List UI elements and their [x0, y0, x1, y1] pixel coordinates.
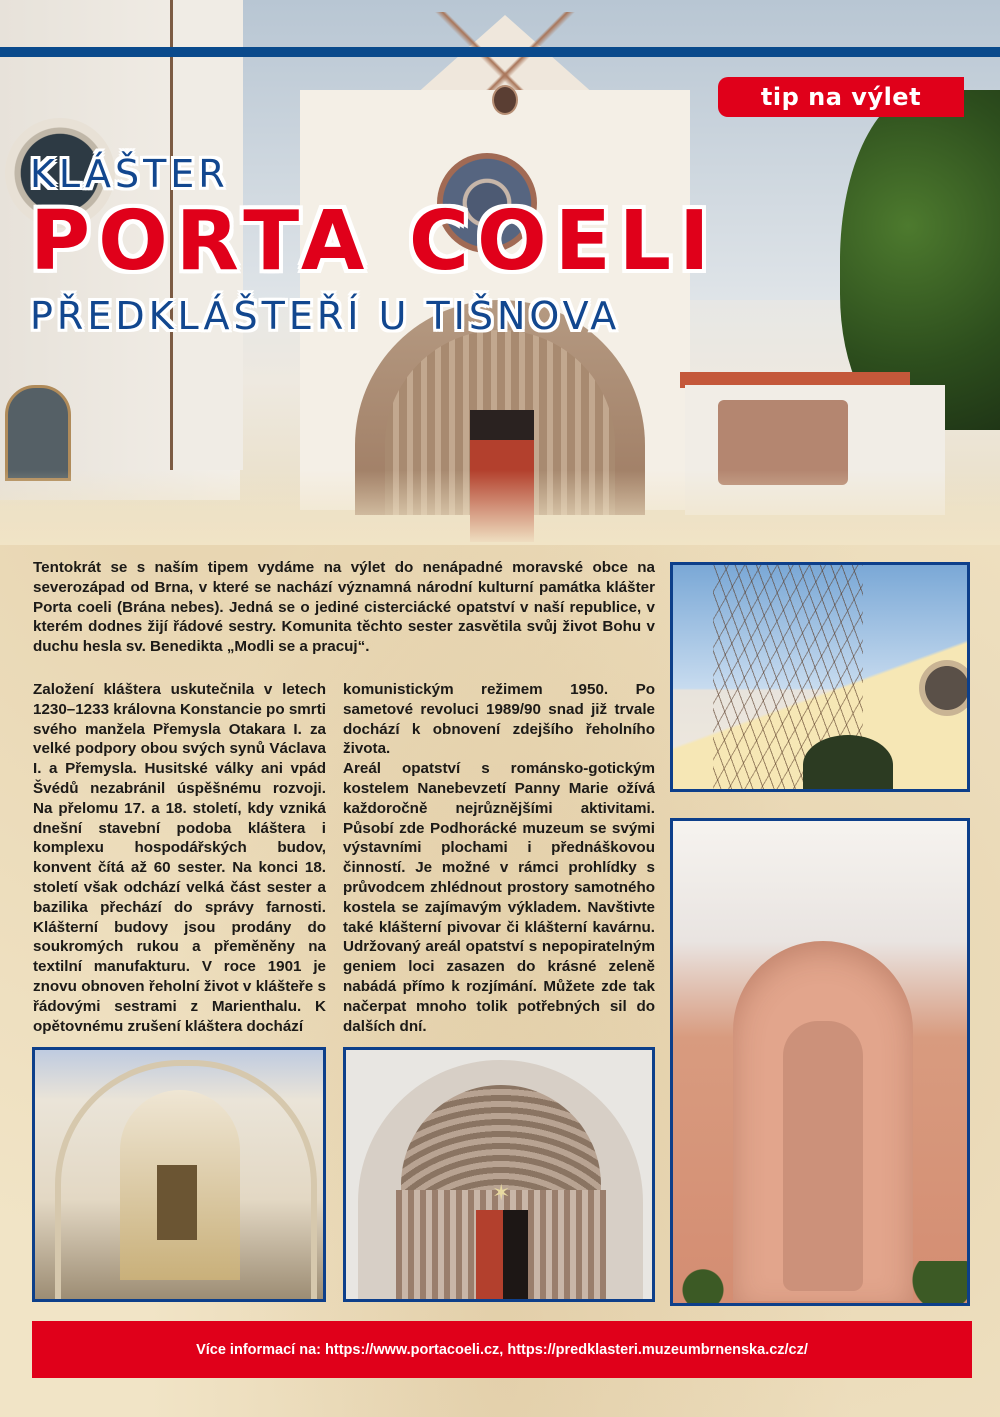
article-column-1 [33, 680, 326, 1036]
altar-painting [157, 1165, 197, 1240]
hero-oculus [492, 85, 518, 115]
portal-doorway [503, 1210, 528, 1302]
intro-text: Tentokrát se s naším tipem vydáme na výlet do nenápadné moravské obce na severozápad od Brna, v které se nachází významná národní kulturní památka klášter Porta coeli (Brána nebes). Jedná se o jediné cisterciácké opatství v naší republice, v kterém dodnes žijí řádové sestry. Komunita těchto sester zasvětila svůj život Bohu v duchu hesla sv. Benedikta „Modli se a pracuj“. [33, 559, 655, 656]
column1-text: Založení kláštera uskutečnila v letech 1230–1233 královna Konstancie po smrti svého manžela Přemysla Otakara I. za velké podpory obou svých synů Václava I. a Přemysla. Husitské války ani vpád Švédů nezabránil úspěšnému rozvoji. Na přelomu 17. a 18. století, kdy vzniká dnešní stavební podoba kláštera i komplexu hospodářských budov, konvent čítá až 60 sester. Na konci 18. století však odchází velká část sester a bazilika přechází do správy farnosti. Klášterní budovy jsou prodány do soukromých rukou a přeměněny na textilní manufakturu. V roce 1901 je znovu obnoven řeholní život v klášteře s řádovými sestrami z Marienthalu. K opětovnému zrušení kláštera dochází [33, 681, 326, 1035]
footer-links-text[interactable]: Více informací na: https://www.portacoeli.cz, https://predklasteri.muzeumbrnenska.cz/cz/ [196, 1341, 808, 1358]
hero-gothic-window [5, 385, 71, 481]
plants [673, 1261, 970, 1306]
column2-paragraph-1: komunistickým režimem 1950. Po sametové revoluci 1989/90 snad již trvale dochází k obnovení zdejšího řeholního života. [343, 681, 655, 758]
top-blue-stripe [0, 47, 1000, 57]
title-location: PŘEDKLÁŠTEŘÍ U TIŠNOVA [30, 294, 621, 338]
column2-paragraph-2: Areál opatství s románsko-gotickým kostelem Nanebevzetí Panny Marie ožívá každoročně nejrůznějšími aktivitami. Působí zde Podhorácké muzeum se svými výstavními plochami i přednáškovou činností. Je možné v rámci prohlídky s průvodcem zhlédnout prostory samotného kostela se zajímavým výkladem. Navštivte také klášterní pivovar či klášterní kavárnu. Udržovaný areál opatství s nepopiratelným geniem loci zasazen do krásné zeleně nabádá přímo k rozjímání. Můžete zde tak načerpat mnoho tolik potřebných sil do dalších dní. [343, 760, 655, 1035]
footer-info-bar [32, 1321, 972, 1378]
photo-queen-statue [670, 818, 970, 1306]
intro-paragraph [33, 558, 655, 657]
article-column-2 [343, 680, 655, 1036]
title-kicker: KLÁŠTER [30, 152, 229, 196]
photo-church-winter [670, 562, 970, 792]
photo-interior [32, 1047, 326, 1302]
photo-portal [343, 1047, 655, 1302]
bush [803, 735, 893, 792]
title-block [30, 152, 718, 338]
tip-badge: tip na výlet [718, 77, 964, 117]
hero-fade [0, 470, 1000, 545]
queen-figure [783, 1021, 863, 1291]
rose-window [919, 660, 970, 716]
page-title: PORTA COELI [30, 194, 718, 289]
star-ornament-icon: ✶ [492, 1180, 511, 1205]
